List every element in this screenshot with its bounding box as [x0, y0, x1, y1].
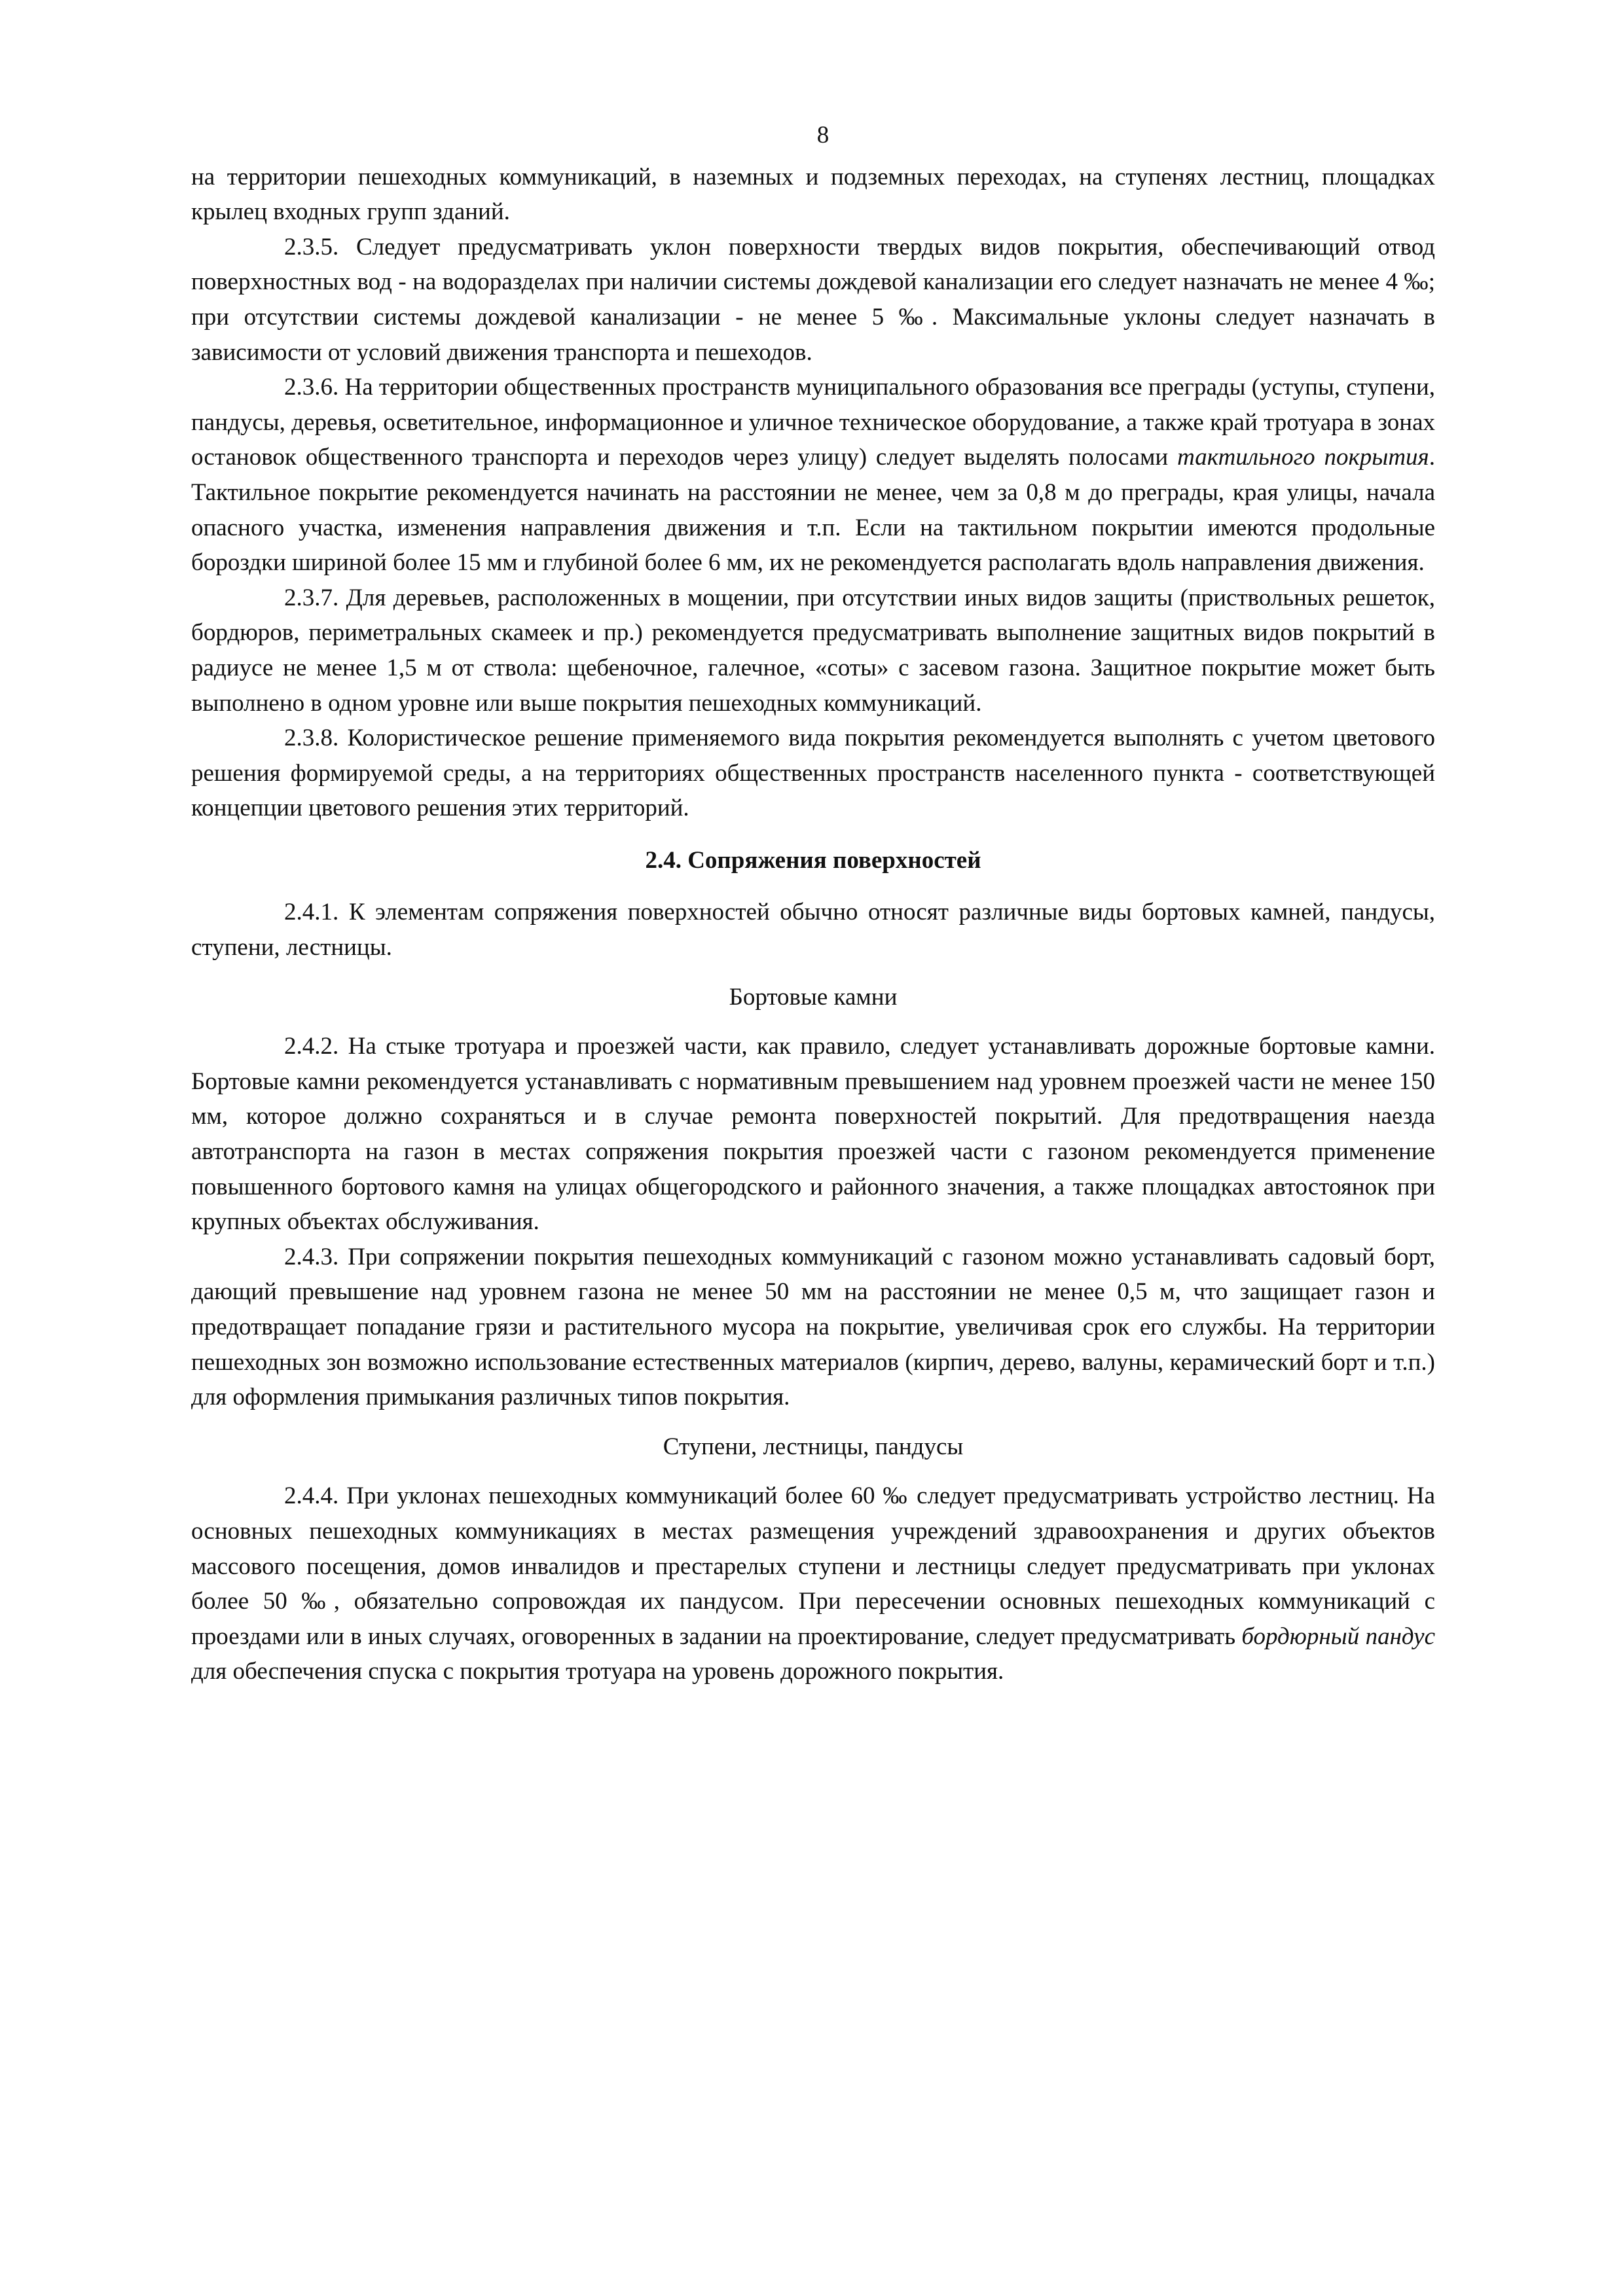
paragraph-2-4-3: 2.4.3. При сопряжении покрытия пешеходных коммуникаций с газоном можно устанавливать садовый борт, дающий превышение над уровнем газона не менее 50 мм на расстоянии не менее 0,5 м, что защищает газон и предотвращает попадание грязи и растительного мусора на покрытие, увеличивая срок его службы. На территории пешеходных зон возможно использование естественных материалов (кирпич, дерево, валуны, керамический борт и т.п.) для оформления примыкания различных типов покрытия.: [191, 1243, 1435, 1411]
paragraph-continuation: на территории пешеходных коммуникаций, в наземных и подземных переходах, на ступенях лестниц, площадках крылец входных групп зданий.: [191, 163, 1435, 226]
paragraph-2-4-4-text-b: для обеспечения спуска с покрытия тротуара на уровень дорожного покрытия.: [191, 1658, 1004, 1685]
curb-ramp-term: бордюрный пандус: [1241, 1623, 1435, 1650]
page-number: 8: [816, 122, 830, 149]
paragraph-2-4-4-text-a: 2.4.4. При уклонах пешеходных коммуникаций более 60 ‰ следует предусматривать устройство лестниц. На основных пешеходных коммуникациях в местах размещения учреждений здравоохранения и других объектов массового посещения, домов инвалидов и престарелых ступени и лестницы следует предусматривать при уклонах более 50 ‰, обязательно сопровождая их пандусом. При пересечении основных пешеходных коммуникаций с проездами или в иных случаях, оговоренных в задании на проектирование, следует предусматривать: [191, 1482, 1435, 1650]
section-heading-2-4: 2.4. Сопряжения поверхностей: [645, 846, 981, 874]
paragraph-2-3-8: 2.3.8. Колористическое решение применяемого вида покрытия рекомендуется выполнять с учетом цветового решения формируемой среды, а на территориях общественных пространств населенного пункта - соответствующей концепции цветового решения этих территорий.: [191, 725, 1435, 822]
tactile-coating-term: тактильного покрытия: [1177, 444, 1429, 471]
subheading-steps: Ступени, лестницы, пандусы: [663, 1433, 964, 1460]
paragraph-2-3-6-text-a: 2.3.6. На территории общественных пространств муниципального образования все преграды (уступы, ступени, пандусы, деревья, осветительное, информационное и уличное техническое оборудование, а также край тротуара в зонах остановок общественного транспорта и переходов через улицу) следует выделять полосами: [191, 374, 1435, 471]
page-content: [191, 118, 1435, 1689]
paragraph-2-4-1: 2.4.1. К элементам сопряжения поверхностей обычно относят различные виды бортовых камней, пандусы, ступени, лестницы.: [191, 899, 1435, 961]
paragraph-2-4-2: 2.4.2. На стыке тротуара и проезжей части, как правило, следует устанавливать дорожные бортовые камни. Бортовые камни рекомендуется устанавливать с нормативным превышением над уровнем проезжей части не менее 150 мм, которое должно сохраняться и в случае ремонта поверхностей покрытий. Для предотвращения наезда автотранспорта на газон в местах сопряжения покрытия проезжей части с газоном рекомендуется применение повышенного бортового камня на улицах общегородского и районного значения, а также площадках автостоянок при крупных объектах обслуживания.: [191, 1033, 1435, 1236]
paragraph-2-3-5: 2.3.5. Следует предусматривать уклон поверхности твердых видов покрытия, обеспечивающий отвод поверхностных вод - на водоразделах при наличии системы дождевой канализации его следует назначать не менее 4 ‰; при отсутствии системы дождевой канализации - не менее 5 ‰. Максимальные уклоны следует назначать в зависимости от условий движения транспорта и пешеходов.: [191, 233, 1435, 366]
paragraph-2-4-4: [191, 1479, 1435, 1689]
paragraph-2-3-6: [191, 370, 1435, 581]
paragraph-2-3-7: 2.3.7. Для деревьев, расположенных в мощении, при отсутствии иных видов защиты (приствольных решеток, бордюров, периметральных скамеек и пр.) рекомендуется предусматривать выполнение защитных видов покрытий в радиусе не менее 1,5 м от ствола: щебеночное, галечное, «соты» с засевом газона. Защитное покрытие может быть выполнено в одном уровне или выше покрытия пешеходных коммуникаций.: [191, 584, 1435, 717]
subheading-curbs: Бортовые камни: [729, 983, 898, 1011]
paragraph-2-3-6-text-b: . Тактильное покрытие рекомендуется начинать на расстоянии не менее, чем за 0,8 м до преграды, края улицы, начала опасного участка, изменения направления движения и т.п. Если на тактильном покрытии имеются продольные бороздки шириной более 15 мм и глубиной более 6 мм, их не рекомендуется располагать вдоль направления движения.: [191, 444, 1435, 577]
